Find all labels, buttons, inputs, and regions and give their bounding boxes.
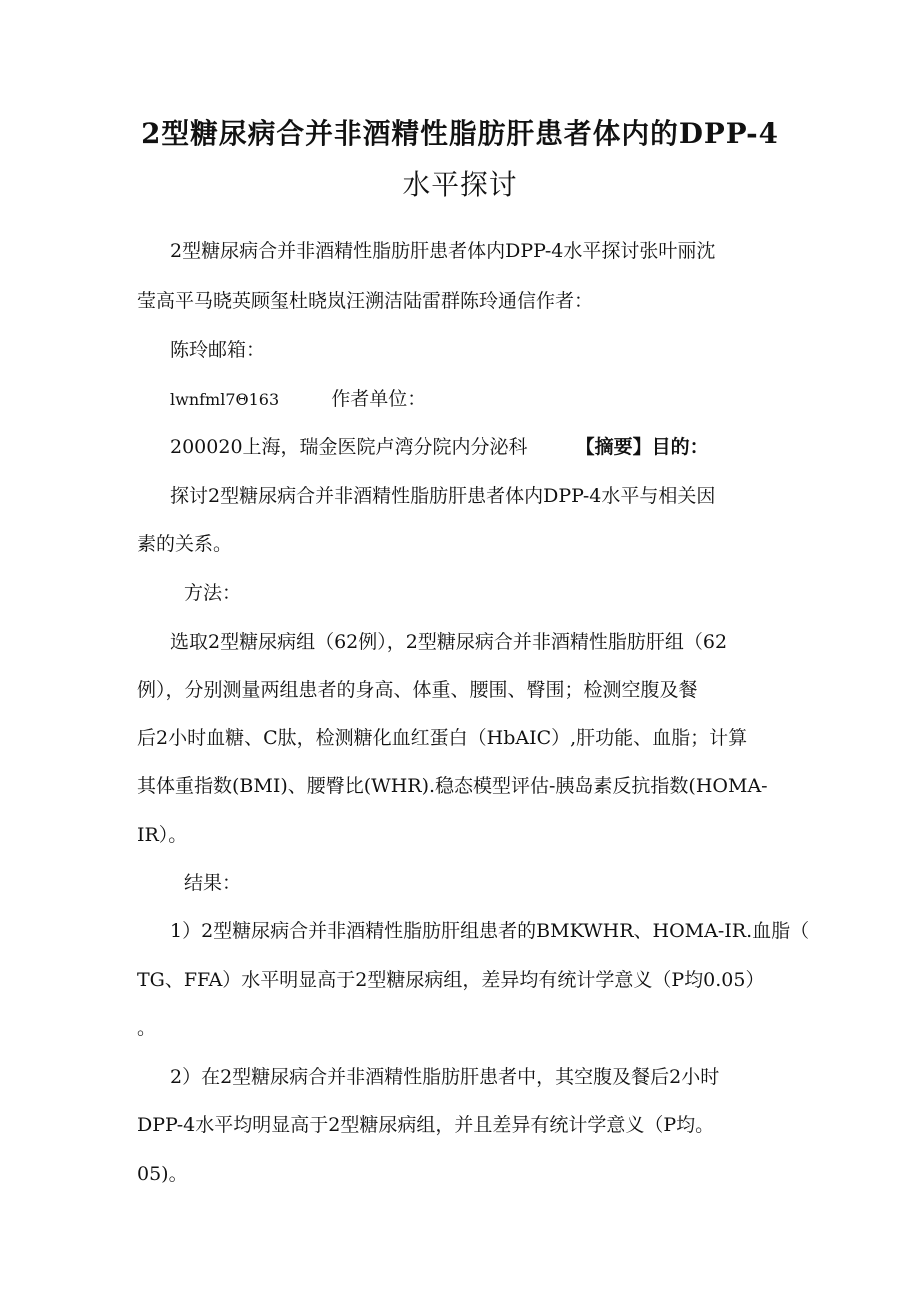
email-label: 陈玲邮箱： [170,339,266,361]
affiliation-row [170,436,709,459]
authors-line-2: 莹高平马晓英顾玺杜晓岚汪溯洁陆雷群陈玲通信作者： [137,290,594,312]
authors-line-1: 2型糖尿病合并非酒精性脂肪肝患者体内DPP-4水平探讨张叶丽沈 [170,240,716,262]
methods-line-2: 例），分别测量两组患者的身高、体重、腰围、臀围；检测空腹及餐 [137,679,698,701]
affiliation-value: 200020上海，瑞金医院卢湾分院内分泌科 [170,436,528,458]
objective-line-2: 素的关系。 [137,533,233,555]
page-title-line-1: 2型糖尿病合并非酒精性脂肪肝患者体内的DPP-4 [141,117,779,150]
methods-line-4: 其体重指数(BMI)、腰臀比(WHR).稳态模型评估-胰岛素反抗指数(HOMA- [137,775,768,797]
result2-line-2: DPP-4水平均明显高于2型糖尿病组，并且差异有统计学意义（P均。 [137,1114,715,1136]
page-title-line-2: 水平探讨 [402,168,518,201]
objective-line-1: 探讨2型糖尿病合并非酒精性脂肪肝患者体内DPP-4水平与相关因 [170,485,716,507]
result1-line-1: 1）2型糖尿病合并非酒精性脂肪肝组患者的BMKWHR、HOMA-IR.血脂（ [170,920,810,942]
methods-line-1: 选取2型糖尿病组（62例），2型糖尿病合并非酒精性脂肪肝组（62 [170,631,728,653]
email-value: lwnfml7Θ163 [170,390,280,409]
methods-line-5: IR）。 [137,824,188,846]
methods-line-3: 后2小时血糖、C肽，检测糖化血红蛋白（HbAIC）,肝功能、血脂；计算 [137,727,748,749]
methods-label: 方法： [184,582,242,604]
email-row [170,388,426,411]
results-label: 结果： [184,872,242,894]
affiliation-label: 作者单位： [331,388,427,410]
result2-line-1: 2）在2型糖尿病合并非酒精性脂肪肝患者中，其空腹及餐后2小时 [170,1066,720,1088]
result1-line-3: 。 [137,1017,157,1039]
abstract-label: 【摘要】目的： [575,436,709,458]
result2-line-3: 05)。 [137,1163,188,1185]
result1-line-2: TG、FFA）水平明显高于2型糖尿病组，差异均有统计学意义（P均0.05） [137,969,765,991]
